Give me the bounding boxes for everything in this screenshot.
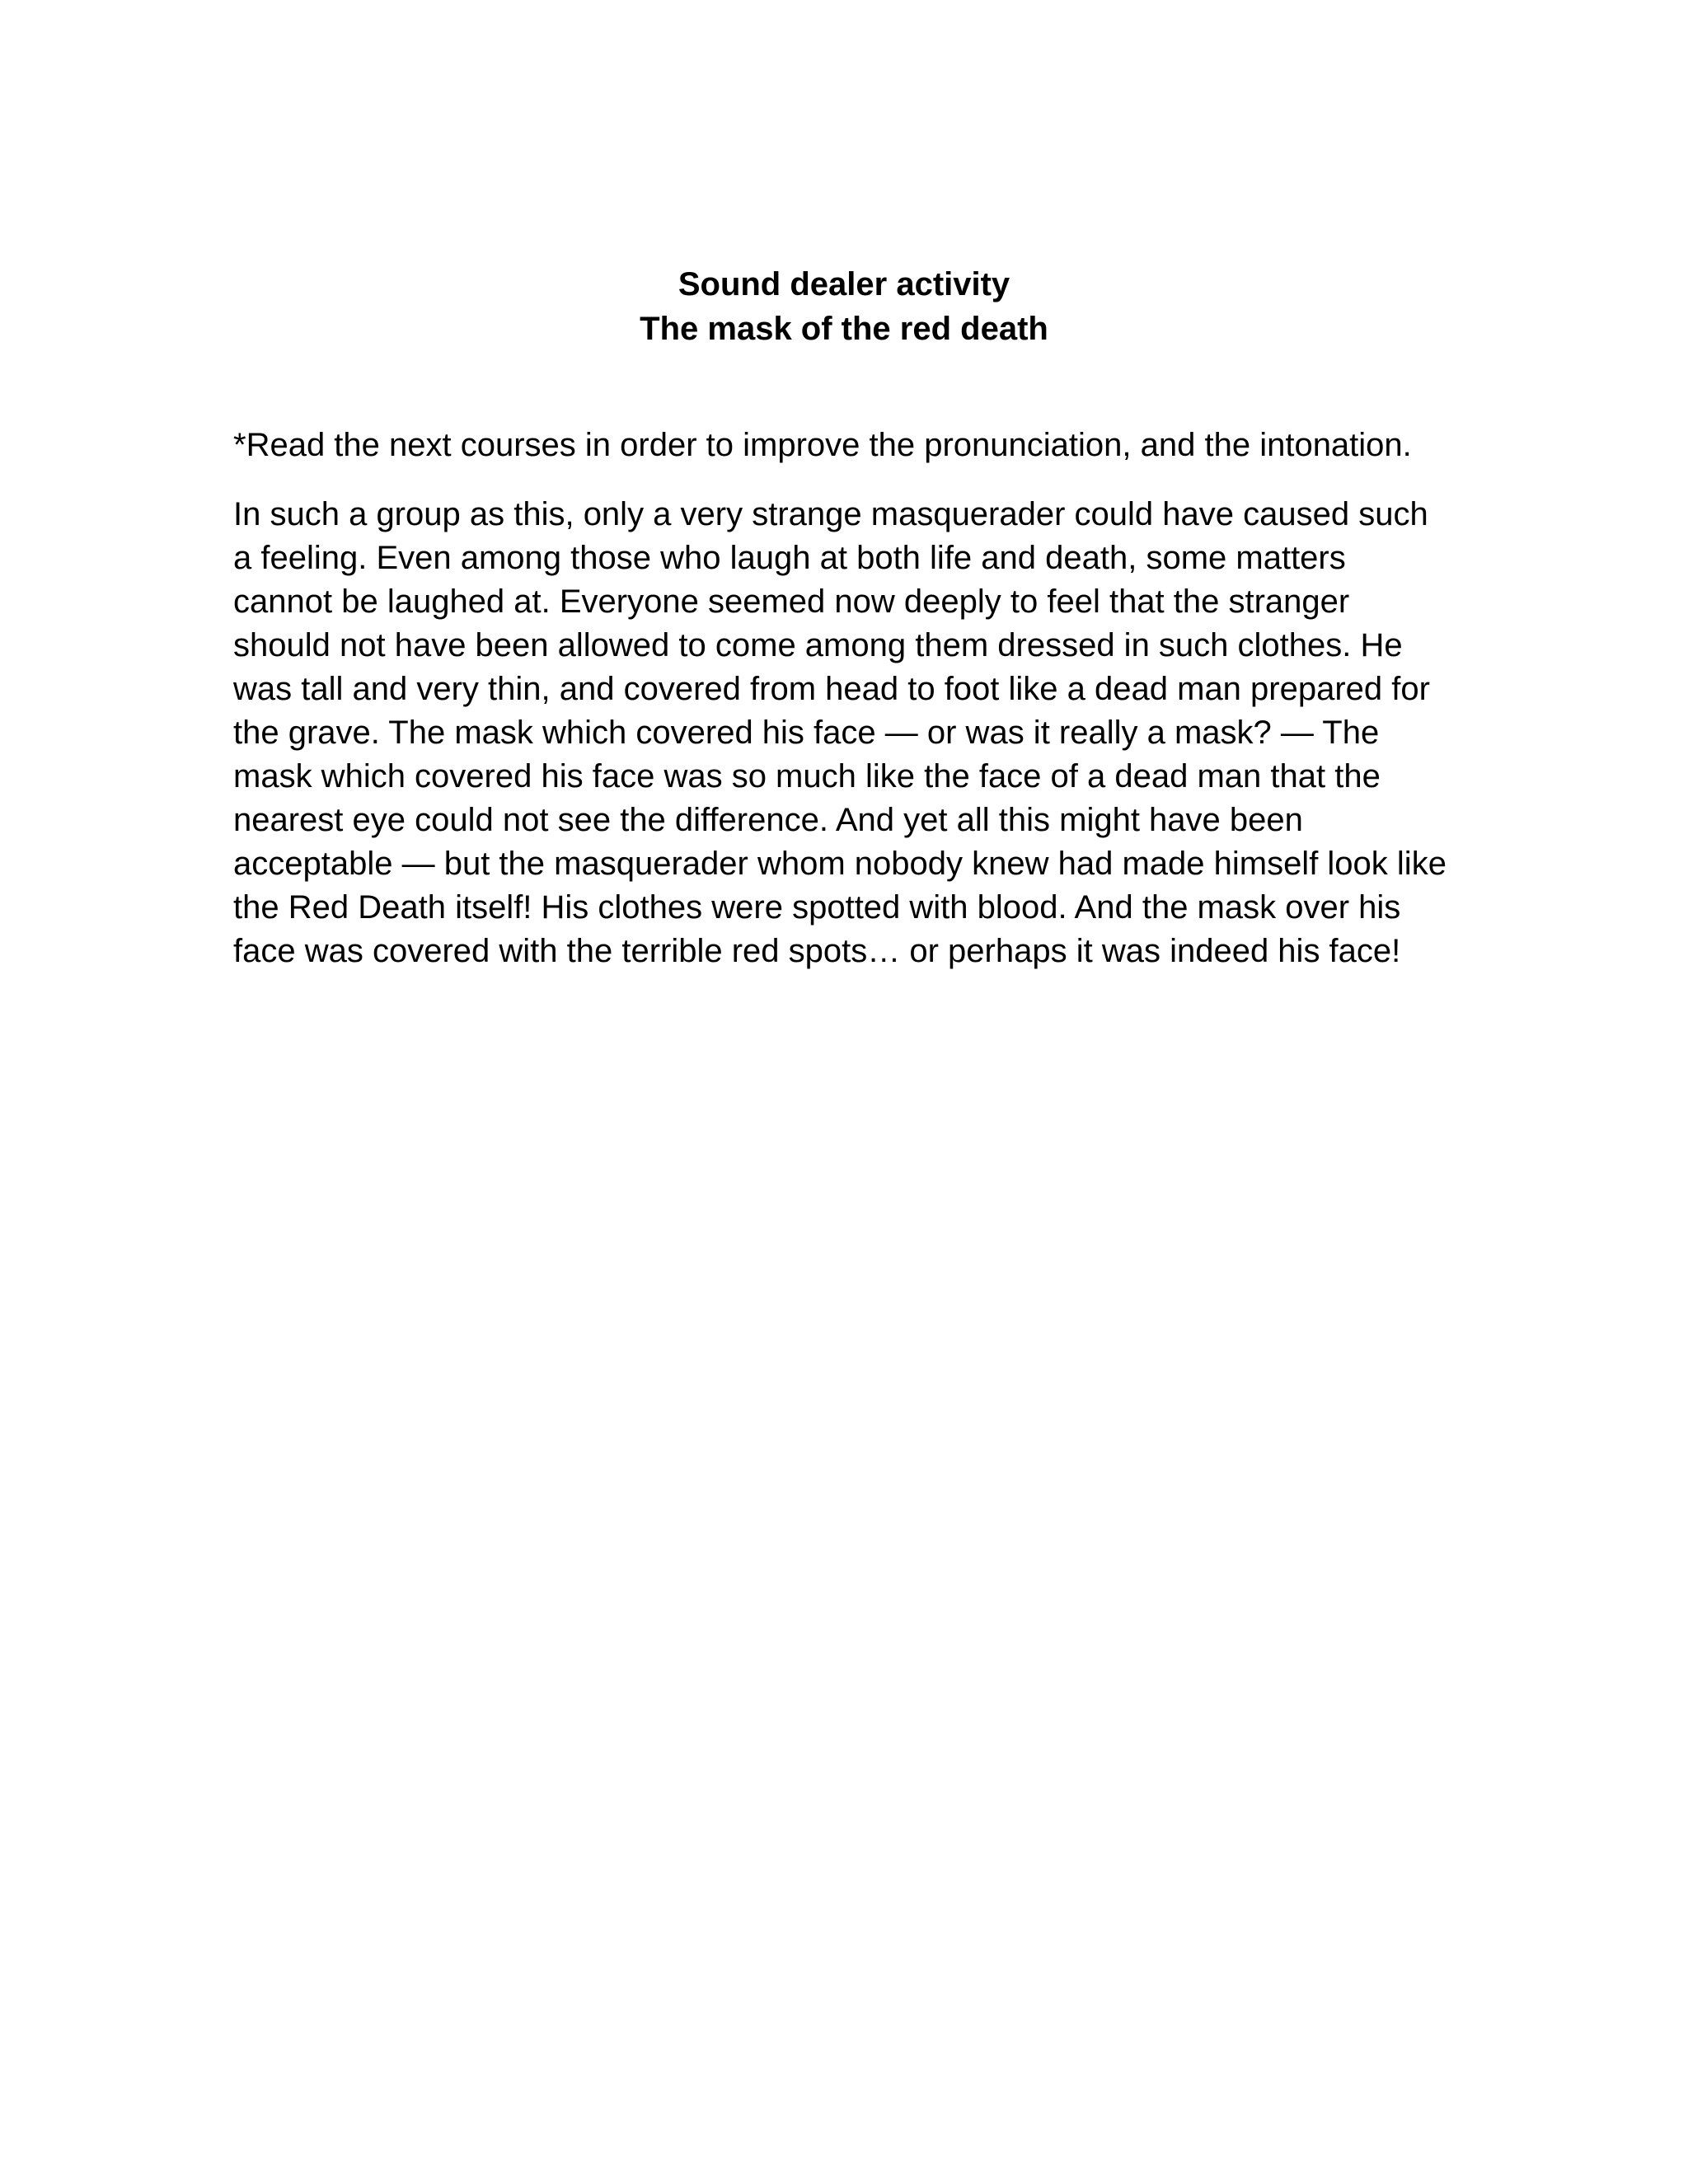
paragraph-line: nearest eye could not see the difference. And yet all this might have been [233, 802, 1303, 838]
paragraph-line: acceptable — but the masquerader whom nobody knew had made himself look like [233, 846, 1447, 882]
paragraph-line: the Red Death itself! His clothes were spotted with blood. And the mask over his [233, 889, 1401, 926]
body-paragraph [233, 493, 1447, 973]
paragraph-line: the grave. The mask which covered his face — or was it really a mask? — The [233, 715, 1380, 751]
paragraph-line: In such a group as this, only a very strange masquerader could have caused such [233, 496, 1428, 532]
paragraph-line: cannot be laughed at. Everyone seemed now deeply to feel that the stranger [233, 583, 1350, 620]
paragraph-line: should not have been allowed to come among them dressed in such clothes. He [233, 627, 1403, 663]
paragraph-line: mask which covered his face was so much like the face of a dead man that the [233, 758, 1381, 794]
document-title [0, 262, 1688, 351]
title-line-2: The mask of the red death [640, 311, 1048, 347]
paragraph-line: was tall and very thin, and covered from head to foot like a dead man prepared for [233, 671, 1430, 707]
paragraph-line: face was covered with the terrible red spots… or perhaps it was indeed his face! [233, 933, 1401, 969]
instruction-text: *Read the next courses in order to improve the pronunciation, and the intonation. [233, 427, 1412, 463]
paragraph-line: a feeling. Even among those who laugh at both life and death, some matters [233, 540, 1346, 576]
title-line-1: Sound dealer activity [678, 266, 1010, 302]
